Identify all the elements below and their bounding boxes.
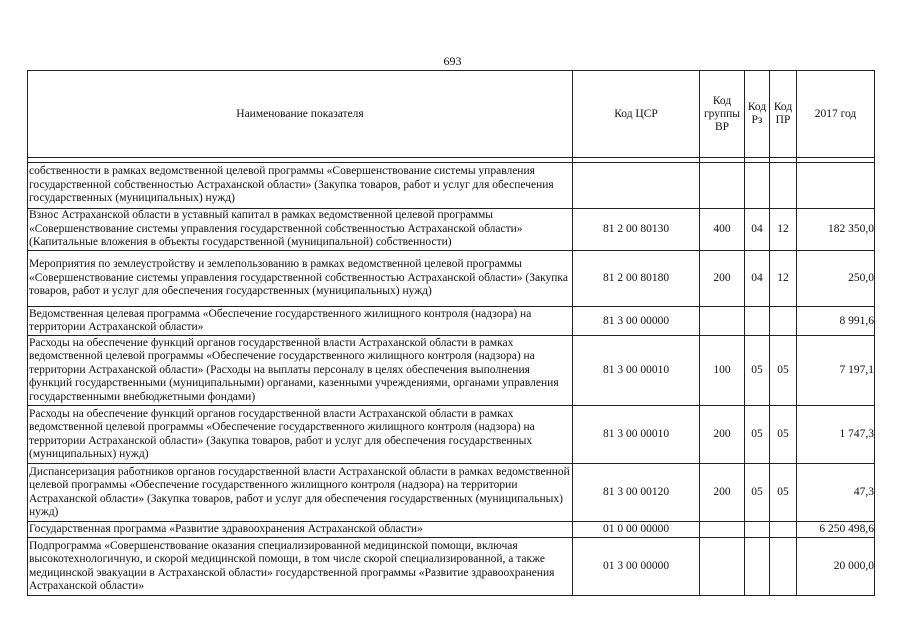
row-csr-code: 01 0 00 00000 bbox=[573, 522, 700, 538]
row-vr-code bbox=[700, 307, 745, 336]
row-name: собственности в рамках ведомственной целевой программы «Совершенствование системы управления государственной собственностью Астраханской области» (Закупка товаров, работ и услуг для обеспечения государственных (муниципальных) нужд) bbox=[28, 163, 573, 209]
row-rz-code: 05 bbox=[745, 464, 770, 522]
row-pr-code: 12 bbox=[770, 251, 797, 307]
row-pr-code bbox=[770, 522, 797, 538]
row-vr-code bbox=[700, 522, 745, 538]
row-rz-code bbox=[745, 163, 770, 209]
table-body bbox=[28, 163, 875, 596]
row-csr-code: 81 3 00 00010 bbox=[573, 406, 700, 464]
row-name: Подпрограмма «Совершенствование оказания специализированной медицинской помощи, включая высокотехнологичную, и скорой медицинской помощи, в том числе скорой специализированной, а также медицинской эвакуации в Астраханской области» государственной программы «Развитие здравоохранения Астраханской области» bbox=[28, 538, 573, 596]
header-name: Наименование показателя bbox=[28, 71, 573, 158]
row-pr-code: 12 bbox=[770, 209, 797, 251]
row-name: Ведомственная целевая программа «Обеспечение государственного жилищного контроля (надзора) на территории Астраханской области» bbox=[28, 307, 573, 336]
header-vr: Код группы ВР bbox=[700, 71, 745, 158]
row-csr-code: 81 2 00 80130 bbox=[573, 209, 700, 251]
table-header bbox=[28, 71, 875, 163]
row-rz-code: 04 bbox=[745, 209, 770, 251]
row-csr-code: 01 3 00 00000 bbox=[573, 538, 700, 596]
row-pr-code bbox=[770, 307, 797, 336]
header-pr: Код ПР bbox=[770, 71, 797, 158]
row-amount: 47,3 bbox=[797, 464, 875, 522]
row-pr-code: 05 bbox=[770, 406, 797, 464]
row-pr-code bbox=[770, 538, 797, 596]
row-csr-code: 81 3 00 00000 bbox=[573, 307, 700, 336]
header-year: 2017 год bbox=[797, 71, 875, 158]
row-amount: 1 747,3 bbox=[797, 406, 875, 464]
row-name: Диспансеризация работников органов государственной власти Астраханской области в рамках ведомственной целевой программы «Обеспечение государственного жилищного контроля (надзора) на территории Астраханской области» (Закупка товаров, работ и услуг для обеспечения государственных (муниципальных) нужд) bbox=[28, 464, 573, 522]
page-number: 693 bbox=[443, 54, 462, 68]
row-pr-code bbox=[770, 163, 797, 209]
row-rz-code: 05 bbox=[745, 336, 770, 406]
table-row bbox=[28, 538, 875, 596]
row-csr-code: 81 3 00 00120 bbox=[573, 464, 700, 522]
header-csr: Код ЦСР bbox=[573, 71, 700, 158]
row-rz-code bbox=[745, 522, 770, 538]
row-amount: 250,0 bbox=[797, 251, 875, 307]
row-vr-code: 200 bbox=[700, 406, 745, 464]
row-csr-code: 81 2 00 80180 bbox=[573, 251, 700, 307]
row-csr-code: 81 3 00 00010 bbox=[573, 336, 700, 406]
row-rz-code: 04 bbox=[745, 251, 770, 307]
row-name: Государственная программа «Развитие здравоохранения Астраханской области» bbox=[28, 522, 573, 538]
row-name: Расходы на обеспечение функций органов государственной власти Астраханской области в рамках ведомственной целевой программы «Обеспечение государственного жилищного контроля (надзора) на территории Астраханской области» (Расходы на выплаты персоналу в целях обеспечения выполнения функций государственными (муниципальными) органами, казенными учреждениями, органами управления государственными внебюджетными фондами) bbox=[28, 336, 573, 406]
budget-table bbox=[27, 70, 875, 596]
table-row bbox=[28, 406, 875, 464]
row-amount: 20 000,0 bbox=[797, 538, 875, 596]
row-vr-code: 200 bbox=[700, 464, 745, 522]
table-row bbox=[28, 163, 875, 209]
row-pr-code: 05 bbox=[770, 464, 797, 522]
table-row bbox=[28, 307, 875, 336]
table-row bbox=[28, 251, 875, 307]
row-amount: 182 350,0 bbox=[797, 209, 875, 251]
row-amount: 8 991,6 bbox=[797, 307, 875, 336]
row-csr-code bbox=[573, 163, 700, 209]
table-row bbox=[28, 336, 875, 406]
table-row bbox=[28, 464, 875, 522]
row-rz-code bbox=[745, 538, 770, 596]
row-vr-code: 100 bbox=[700, 336, 745, 406]
row-pr-code: 05 bbox=[770, 336, 797, 406]
row-name: Расходы на обеспечение функций органов государственной власти Астраханской области в рамках ведомственной целевой программы «Обеспечение государственного жилищного контроля (надзора) на территории Астраханской области» (Закупка товаров, работ и услуг для обеспечения государственных (муниципальных) нужд) bbox=[28, 406, 573, 464]
row-amount: 7 197,1 bbox=[797, 336, 875, 406]
row-vr-code bbox=[700, 163, 745, 209]
table-row bbox=[28, 209, 875, 251]
row-amount: 6 250 498,6 bbox=[797, 522, 875, 538]
row-rz-code bbox=[745, 307, 770, 336]
row-vr-code: 400 bbox=[700, 209, 745, 251]
row-vr-code bbox=[700, 538, 745, 596]
header-rz: Код Рз bbox=[745, 71, 770, 158]
row-rz-code: 05 bbox=[745, 406, 770, 464]
table-row bbox=[28, 522, 875, 538]
row-name: Взнос Астраханской области в уставный капитал в рамках ведомственной целевой программы «Совершенствование системы управления государственной собственностью Астраханской области» (Капитальные вложения в объекты государственной (муниципальной) собственности) bbox=[28, 209, 573, 251]
row-name: Мероприятия по землеустройству и землепользованию в рамках ведомственной целевой программы «Совершенствование системы управления государственной собственностью Астраханской области» (Закупка товаров, работ и услуг для обеспечения государственных (муниципальных) нужд) bbox=[28, 251, 573, 307]
row-vr-code: 200 bbox=[700, 251, 745, 307]
row-amount bbox=[797, 163, 875, 209]
